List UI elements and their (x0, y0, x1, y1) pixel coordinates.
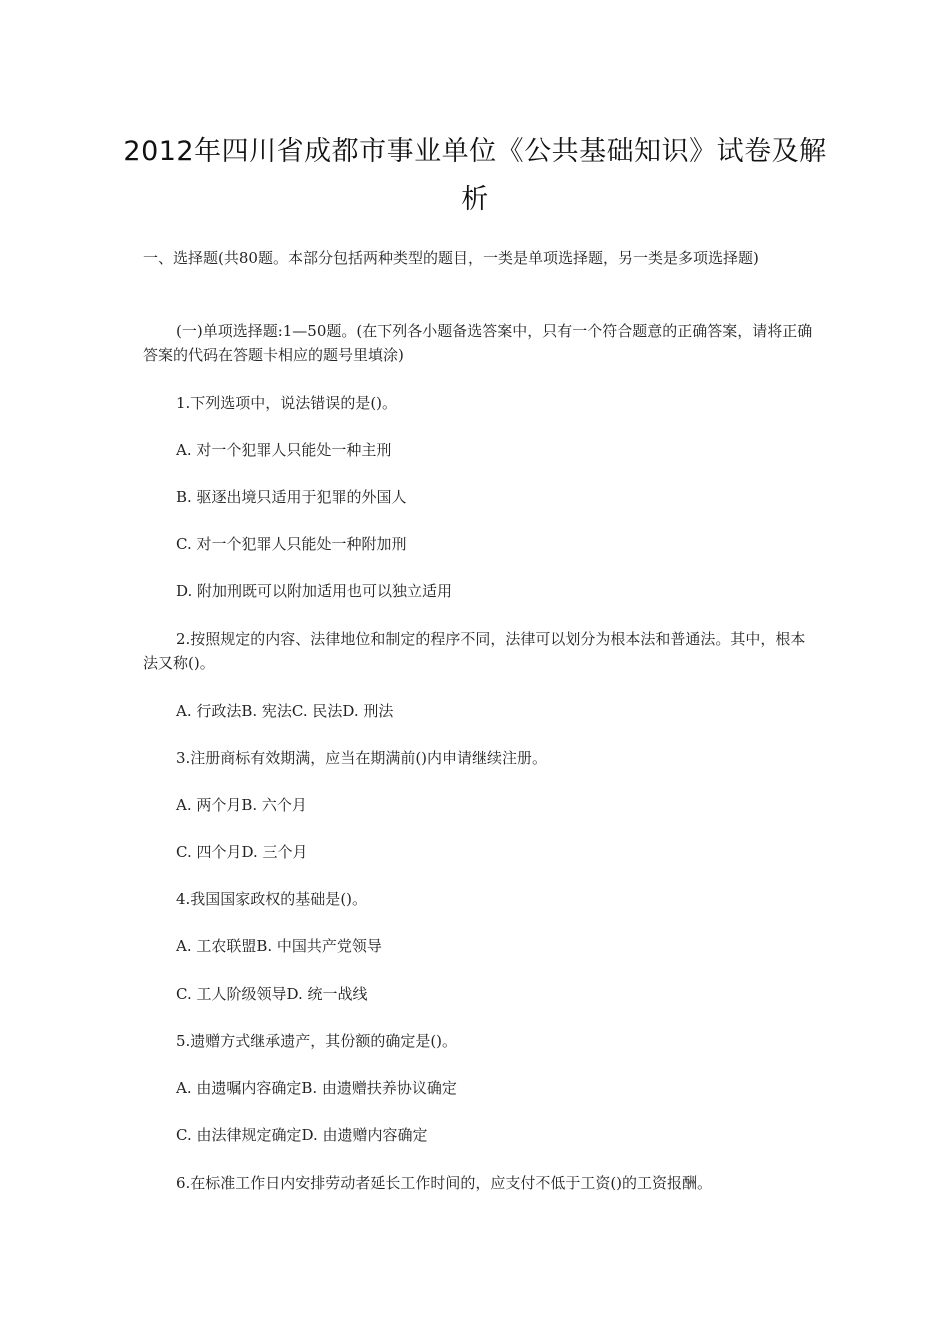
question-5-options-cd: C. 由法律规定确定D. 由遗赠内容确定 (176, 1126, 428, 1144)
question-5-options-ab: A. 由遗嘱内容确定B. 由遗赠扶养协议确定 (176, 1079, 457, 1097)
question-1-stem: 1.下列选项中，说法错误的是()。 (176, 394, 398, 412)
question-4-options-cd: C. 工人阶级领导D. 统一战线 (176, 985, 368, 1003)
question-6-stem: 6.在标准工作日内安排劳动者延长工作时间的，应支付不低于工资()的工资报酬。 (176, 1174, 713, 1192)
title-line-1: 2012年四川省成都市事业单位《公共基础知识》试卷及解 (123, 136, 827, 167)
question-2-options: A. 行政法B. 宪法C. 民法D. 刑法 (176, 702, 394, 720)
question-1-option-a: A. 对一个犯罪人只能处一种主刑 (176, 441, 392, 459)
document-title (120, 128, 830, 224)
question-3-stem: 3.注册商标有效期满，应当在期满前()内申请继续注册。 (176, 749, 548, 767)
question-1-option-b: B. 驱逐出境只适用于犯罪的外国人 (176, 488, 407, 506)
question-3-options-cd: C. 四个月D. 三个月 (176, 843, 308, 861)
title-line-2: 析 (461, 184, 489, 215)
question-2-stem: 2.按照规定的内容、法律地位和制定的程序不同，法律可以划分为根本法和普通法。其中，根本法又称()。 (143, 630, 806, 672)
question-5-stem: 5.遗赠方式继承遗产，其份额的确定是()。 (176, 1032, 458, 1050)
question-1-option-c: C. 对一个犯罪人只能处一种附加刑 (176, 535, 407, 553)
subsection-heading: (一)单项选择题:1—50题。(在下列各小题备选答案中，只有一个符合题意的正确答案，请将正确答案的代码在答题卡相应的题号里填涂) (143, 322, 813, 364)
question-3-options-ab: A. 两个月B. 六个月 (176, 796, 307, 814)
question-4-options-ab: A. 工农联盟B. 中国共产党领导 (176, 937, 382, 955)
section-heading: 一、选择题(共80题。本部分包括两种类型的题目，一类是单项选择题，另一类是多项选择题) (143, 249, 759, 267)
question-4-stem: 4.我国国家政权的基础是()。 (176, 890, 368, 908)
question-1-option-d: D. 附加刑既可以附加适用也可以独立适用 (176, 582, 453, 600)
